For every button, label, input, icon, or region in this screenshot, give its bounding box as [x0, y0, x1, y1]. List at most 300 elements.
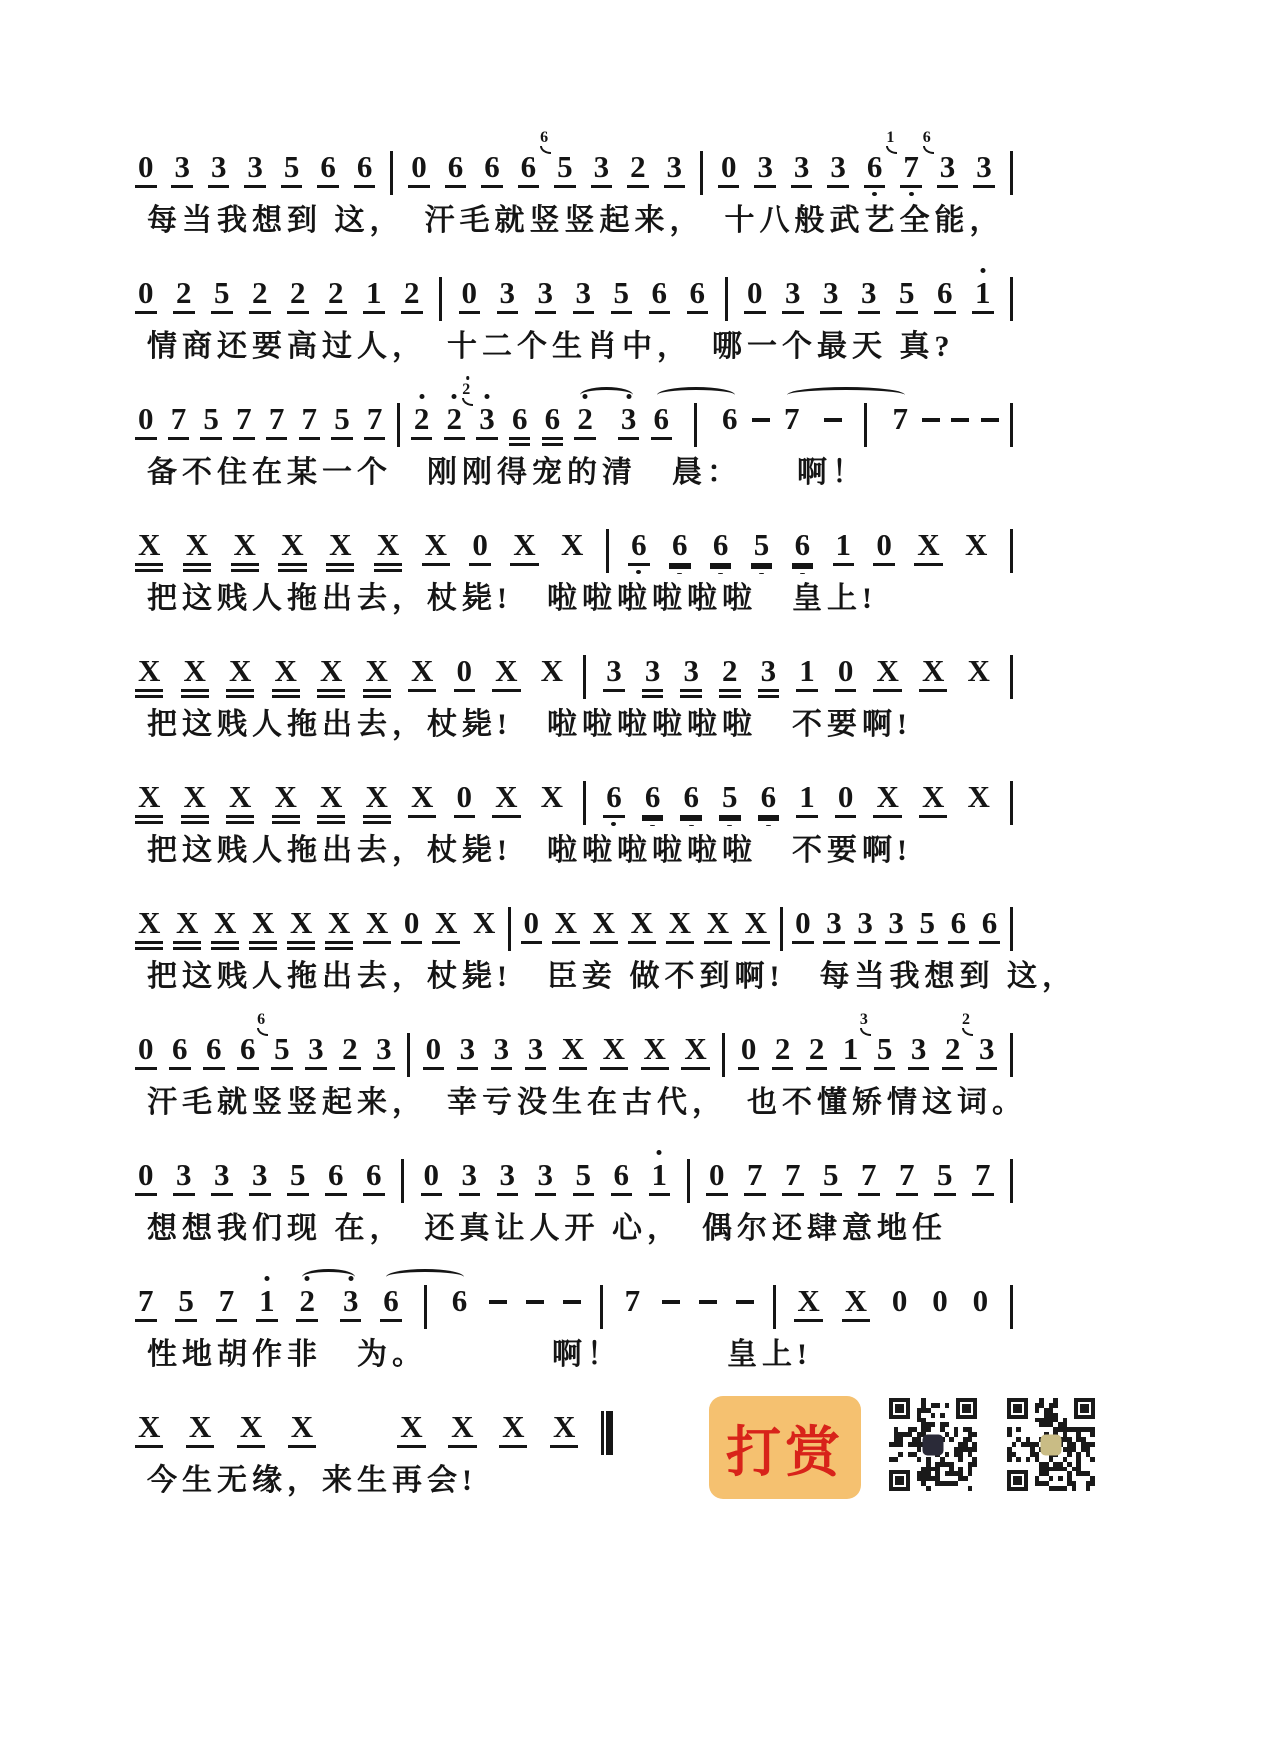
underline — [454, 689, 476, 692]
double-underline — [181, 815, 209, 824]
note-3: 3 — [249, 1158, 271, 1204]
barline — [407, 1033, 410, 1077]
beat-note: X — [173, 906, 201, 952]
note-1: 1 — [796, 654, 818, 700]
slur-group — [380, 1284, 470, 1330]
octave-dot-above — [305, 1276, 310, 1281]
underline — [408, 689, 436, 692]
underline — [919, 689, 947, 692]
note-6: 6 — [354, 150, 376, 196]
note-2: 2 — [325, 276, 347, 322]
note-1: 1 — [833, 528, 855, 574]
underline — [518, 185, 540, 188]
underline — [738, 1067, 760, 1070]
beat-note: X — [325, 906, 353, 952]
double-underline — [710, 563, 732, 569]
slur-group — [651, 402, 741, 448]
note-3: 3 — [211, 1158, 233, 1204]
underline — [492, 689, 520, 692]
underline — [135, 185, 157, 188]
underline — [641, 1067, 669, 1070]
grace-note: 2 — [462, 382, 473, 406]
note-2: 2 — [444, 402, 466, 448]
underline — [649, 311, 671, 314]
double-underline — [751, 563, 773, 569]
barline — [773, 1285, 776, 1329]
underline — [782, 311, 804, 314]
underline — [885, 941, 907, 944]
underline — [491, 1067, 513, 1070]
lyrics-line: 汗毛就竖竖起来， 幸亏没生在古代， 也不懂矫情这词。 — [147, 1086, 1027, 1119]
beat-note: X — [552, 906, 580, 952]
underline — [363, 311, 385, 314]
note-3: 3 — [858, 276, 880, 322]
note-3: 3 — [535, 276, 557, 322]
double-underline — [374, 563, 402, 572]
beat-note: X — [226, 780, 254, 826]
double-underline — [183, 563, 211, 572]
note-6: 6 — [710, 528, 732, 574]
beat-note: X — [559, 1032, 587, 1078]
beat-note: X — [183, 528, 211, 574]
octave-dot-below — [650, 825, 655, 826]
underline — [168, 437, 190, 440]
note-2: 2 — [173, 276, 195, 322]
underline — [900, 185, 922, 188]
duration-dash — [736, 1300, 754, 1304]
note-7: 7 — [892, 401, 908, 436]
underline — [363, 941, 391, 944]
beat-note: X — [186, 1410, 214, 1456]
beat-note: X — [540, 653, 563, 688]
rest-note: 0 — [835, 780, 857, 826]
note-6: 6 — [934, 276, 956, 322]
note-7: 7 — [135, 1284, 157, 1330]
note-3: 3 — [642, 654, 664, 700]
note-3: 3 — [854, 906, 876, 952]
octave-dot-below — [636, 570, 641, 574]
underline — [211, 1193, 233, 1196]
rest-note: 0 — [521, 906, 543, 952]
underline — [287, 1193, 309, 1196]
underline — [649, 1193, 671, 1196]
beat-note: X — [249, 906, 277, 952]
grace-note: 6 — [540, 130, 551, 154]
beat-note: X — [226, 654, 254, 700]
underline — [249, 311, 271, 314]
note-1: 1 — [649, 1158, 671, 1204]
double-underline — [272, 689, 300, 698]
beat-note: X — [561, 527, 584, 562]
double-underline — [287, 941, 315, 950]
beat-note: X — [842, 1284, 870, 1330]
underline — [401, 311, 423, 314]
qr-code-2 — [1005, 1396, 1097, 1493]
underline — [363, 1193, 385, 1196]
beat-note: X — [681, 1032, 709, 1078]
underline — [858, 311, 880, 314]
underline — [408, 185, 430, 188]
double-underline — [758, 689, 780, 698]
underline — [469, 563, 491, 566]
double-underline — [249, 941, 277, 950]
double-underline — [226, 689, 254, 698]
score-line — [135, 1011, 1027, 1122]
underline — [325, 311, 347, 314]
underline — [873, 815, 901, 818]
score-line — [135, 1410, 613, 1500]
note-3: 3 — [171, 150, 193, 196]
underline — [492, 815, 520, 818]
beat-note: X — [181, 654, 209, 700]
note-6: 6 — [680, 780, 702, 826]
underline — [919, 815, 947, 818]
underline — [718, 185, 740, 188]
barline — [722, 1033, 725, 1077]
barline — [390, 151, 393, 195]
barline — [401, 1159, 404, 1203]
qr-finder — [956, 1398, 977, 1419]
double-underline — [173, 941, 201, 950]
beat-note: X — [742, 906, 770, 952]
beat-note: X — [590, 906, 618, 952]
note-3: 3 6 — [937, 150, 959, 196]
beat-note: X — [374, 528, 402, 574]
beat-note: X — [492, 780, 520, 826]
note-2: 2 — [772, 1032, 794, 1078]
beat-note: X — [181, 780, 209, 826]
grace-note: 6 — [257, 1012, 268, 1036]
rest-note: 0 — [873, 528, 895, 574]
octave-dot-below — [689, 825, 694, 826]
underline — [792, 941, 814, 944]
note-3: 3 — [525, 1032, 547, 1078]
note-7: 7 — [624, 1283, 641, 1318]
underline — [794, 1319, 822, 1322]
underline — [744, 311, 766, 314]
score-line — [135, 528, 1013, 618]
underline — [216, 1319, 238, 1322]
underline — [397, 1445, 425, 1448]
note-6: 6 — [687, 276, 709, 322]
underline — [973, 185, 995, 188]
score-line — [135, 1284, 1013, 1374]
underline — [934, 1193, 956, 1196]
octave-dot-above — [583, 394, 588, 399]
underline — [364, 437, 386, 440]
beat-note: X — [135, 906, 163, 952]
underline — [281, 185, 303, 188]
beat-note: X — [967, 653, 990, 688]
octave-dot-above — [980, 268, 985, 273]
underline — [914, 563, 942, 566]
octave-dot-above — [626, 394, 631, 399]
underline — [573, 311, 595, 314]
note-3: 3 — [208, 150, 230, 196]
beat-note: X — [363, 780, 391, 826]
beat-note: X — [432, 906, 460, 952]
underline — [796, 815, 818, 818]
qr-finder — [1074, 1398, 1095, 1419]
beat-note: X — [628, 906, 656, 952]
beat-note: X — [237, 1410, 265, 1456]
underline — [422, 563, 450, 566]
lyrics-line: 想想我们现 在， 还真让人开 心， 偶尔还肆意地任 — [147, 1212, 947, 1245]
underline — [135, 311, 157, 314]
underline — [864, 185, 886, 188]
note-3: 3 — [791, 150, 813, 196]
note-2: 2 — [339, 1032, 361, 1078]
underline — [510, 563, 538, 566]
lyrics-line: 把这贱人拖出去，杖毙! 啦啦啦啦啦啦 皇上! — [147, 582, 877, 615]
note-2: 2 — [806, 1032, 828, 1078]
note-6: 6 — [642, 780, 664, 826]
note-5: 5 — [331, 402, 353, 448]
underline — [481, 185, 503, 188]
lyrics-line: 把这贱人拖出去，杖毙! 啦啦啦啦啦啦 不要啊! — [147, 708, 912, 741]
note-3: 3 — [373, 1032, 395, 1078]
note-6: 6 — [948, 906, 970, 952]
underline — [408, 815, 436, 818]
tip-button-label: 打赏 — [725, 1422, 844, 1483]
double-underline — [272, 815, 300, 824]
beat-note: X — [422, 528, 450, 574]
note-6: 6 — [611, 1158, 633, 1204]
beat-note: X — [794, 1284, 822, 1330]
lyrics-line: 情商还要高过人， 十二个生肖中， 哪一个最天 真? — [147, 330, 955, 363]
double-underline — [792, 563, 814, 569]
notes-row — [135, 1284, 1013, 1330]
barline — [1010, 403, 1013, 447]
beat-note: X — [272, 780, 300, 826]
underline — [135, 1319, 157, 1322]
note-6: 6 — [518, 150, 540, 196]
note-3: 3 — [680, 654, 702, 700]
note-5: 5 — [934, 1158, 956, 1204]
underline — [287, 311, 309, 314]
underline — [979, 941, 1001, 944]
beat-note: X — [211, 906, 239, 952]
underline — [742, 941, 770, 944]
underline — [237, 1067, 259, 1070]
note-7: 7 — [299, 402, 321, 448]
note-6: 6 — [651, 402, 673, 448]
note-6: 6 — [603, 780, 625, 826]
note-5: 5 — [751, 528, 773, 574]
beat-note: X — [499, 1410, 527, 1456]
beat-note: X — [448, 1410, 476, 1456]
notes-row — [135, 654, 1013, 700]
underline — [573, 1193, 595, 1196]
underline — [317, 185, 339, 188]
beat-note: X — [510, 528, 538, 574]
note-7: 7 — [216, 1284, 238, 1330]
underline — [772, 1067, 794, 1070]
underline — [917, 941, 939, 944]
underline — [208, 185, 230, 188]
underline — [296, 1319, 318, 1322]
notes-row — [135, 528, 1013, 574]
qr-code-1 — [887, 1396, 979, 1493]
beat-note: X — [287, 906, 315, 952]
note-7: 7 — [783, 401, 800, 436]
duration-dash — [699, 1300, 717, 1304]
underline — [266, 437, 288, 440]
notes-row — [135, 1011, 1013, 1078]
note-5: 5 — [175, 1284, 197, 1330]
note-5: 5 — [611, 276, 633, 322]
underline — [476, 437, 498, 440]
double-underline — [135, 689, 163, 698]
score-line — [135, 129, 1013, 240]
lyrics-line: 把这贱人拖出去，杖毙! 啦啦啦啦啦啦 不要啊! — [147, 834, 912, 867]
note-5: 5 — [211, 276, 233, 322]
underline — [554, 185, 576, 188]
double-underline — [680, 815, 702, 821]
underline — [896, 1193, 918, 1196]
notes-row — [135, 780, 1013, 826]
barline — [1010, 907, 1013, 951]
underline — [497, 311, 519, 314]
underline — [421, 1193, 443, 1196]
duration-dash — [824, 418, 842, 422]
beat-note: X — [135, 654, 163, 700]
double-underline — [226, 815, 254, 824]
duration-dash — [981, 418, 999, 422]
notes-row — [135, 381, 1013, 448]
note-5: 5 — [719, 780, 741, 826]
note-2: 2 — [411, 402, 433, 448]
rest-note: 0 — [738, 1032, 760, 1078]
underline — [942, 1067, 964, 1070]
underline — [948, 941, 970, 944]
octave-dot-below — [872, 192, 877, 196]
qr-finder — [1007, 1470, 1028, 1491]
underline — [497, 1193, 519, 1196]
underline — [603, 815, 625, 818]
underline — [744, 1193, 766, 1196]
bottom-row — [135, 1410, 1013, 1500]
rest-note: 0 — [454, 654, 476, 700]
note-5: 5 — [281, 150, 303, 196]
duration-dash — [752, 418, 770, 422]
double-underline — [211, 941, 239, 950]
note-2: 2 — [719, 654, 741, 700]
double-underline — [135, 941, 163, 950]
beat-note: X — [873, 654, 901, 700]
beat-note: X — [317, 654, 345, 700]
note-3: 3 — [591, 150, 613, 196]
underline — [835, 815, 857, 818]
note-2: 2 — [296, 1284, 318, 1330]
underline — [628, 563, 650, 566]
score-line — [135, 276, 1013, 366]
note-5: 5 — [820, 1158, 842, 1204]
beat-note: X — [873, 780, 901, 826]
lyrics-line: 备不住在某一个 刚刚得宠的清 晨： 啊！ — [147, 456, 867, 489]
double-underline — [181, 689, 209, 698]
note-3: 3 — [885, 906, 907, 952]
note-7: 7 — [782, 1158, 804, 1204]
barline — [1010, 1033, 1013, 1077]
underline — [256, 1319, 278, 1322]
underline — [175, 1319, 197, 1322]
lyrics-line: 每当我想到 这， 汗毛就竖竖起来， 十八般武艺全能， — [147, 204, 1005, 237]
sheet-music-page — [135, 129, 1077, 1500]
beat-note: X — [317, 780, 345, 826]
rest-note: 0 — [459, 276, 481, 322]
rest-note: 0 — [835, 654, 857, 700]
note-3: 3 — [823, 906, 845, 952]
barline — [606, 529, 609, 573]
barline — [1010, 1285, 1013, 1329]
underline — [171, 185, 193, 188]
underline — [840, 1067, 862, 1070]
beat-note: X — [408, 780, 436, 826]
underline — [445, 185, 467, 188]
rest-note: 0 — [469, 528, 491, 574]
rest-note: 0 — [706, 1158, 728, 1204]
note-6: 6 — [509, 402, 531, 448]
note-5: 5 — [917, 906, 939, 952]
underline — [135, 1067, 157, 1070]
note-6: 6 — [169, 1032, 191, 1078]
note-3: 3 — [459, 1158, 481, 1204]
note-2: 2 — [249, 276, 271, 322]
beat-note: X — [272, 654, 300, 700]
grace-note: 2 — [962, 1012, 973, 1036]
note-7: 7 — [168, 402, 190, 448]
double-underline — [231, 563, 259, 572]
double-underline — [542, 437, 564, 446]
double-underline — [669, 563, 691, 569]
score-line — [135, 654, 1013, 744]
tip-button[interactable] — [709, 1396, 861, 1499]
rest-note: 0 — [135, 402, 157, 448]
double-underline — [325, 941, 353, 950]
underline — [299, 437, 321, 440]
rest-note: 0 — [718, 150, 740, 196]
barline — [864, 403, 867, 447]
note-5: 5 3 — [874, 1032, 896, 1078]
note-5: 5 — [287, 1158, 309, 1204]
underline — [135, 1445, 163, 1448]
underline — [874, 1067, 896, 1070]
underline — [823, 941, 845, 944]
grace-octave-dot — [466, 376, 470, 380]
octave-dot-above — [452, 394, 457, 399]
octave-dot-below — [727, 825, 732, 826]
barline — [583, 655, 586, 699]
note-3: 3 — [497, 276, 519, 322]
qr-center-logo — [923, 1434, 944, 1455]
octave-dot-below — [759, 573, 764, 574]
final-barline — [601, 1411, 613, 1455]
underline — [796, 689, 818, 692]
barline — [694, 403, 697, 447]
qr-finder — [889, 1398, 910, 1419]
duration-dash — [526, 1300, 544, 1304]
grace-note: 1 — [886, 130, 897, 154]
underline — [908, 1067, 930, 1070]
note-3: 3 — [497, 1158, 519, 1204]
slur-group — [296, 1284, 361, 1330]
octave-dot-above — [419, 394, 424, 399]
underline — [244, 185, 266, 188]
lyrics-line: 今生无缘，来生再会! — [147, 1464, 477, 1497]
beat-note: X — [641, 1032, 669, 1078]
note-6: 6 — [649, 276, 671, 322]
